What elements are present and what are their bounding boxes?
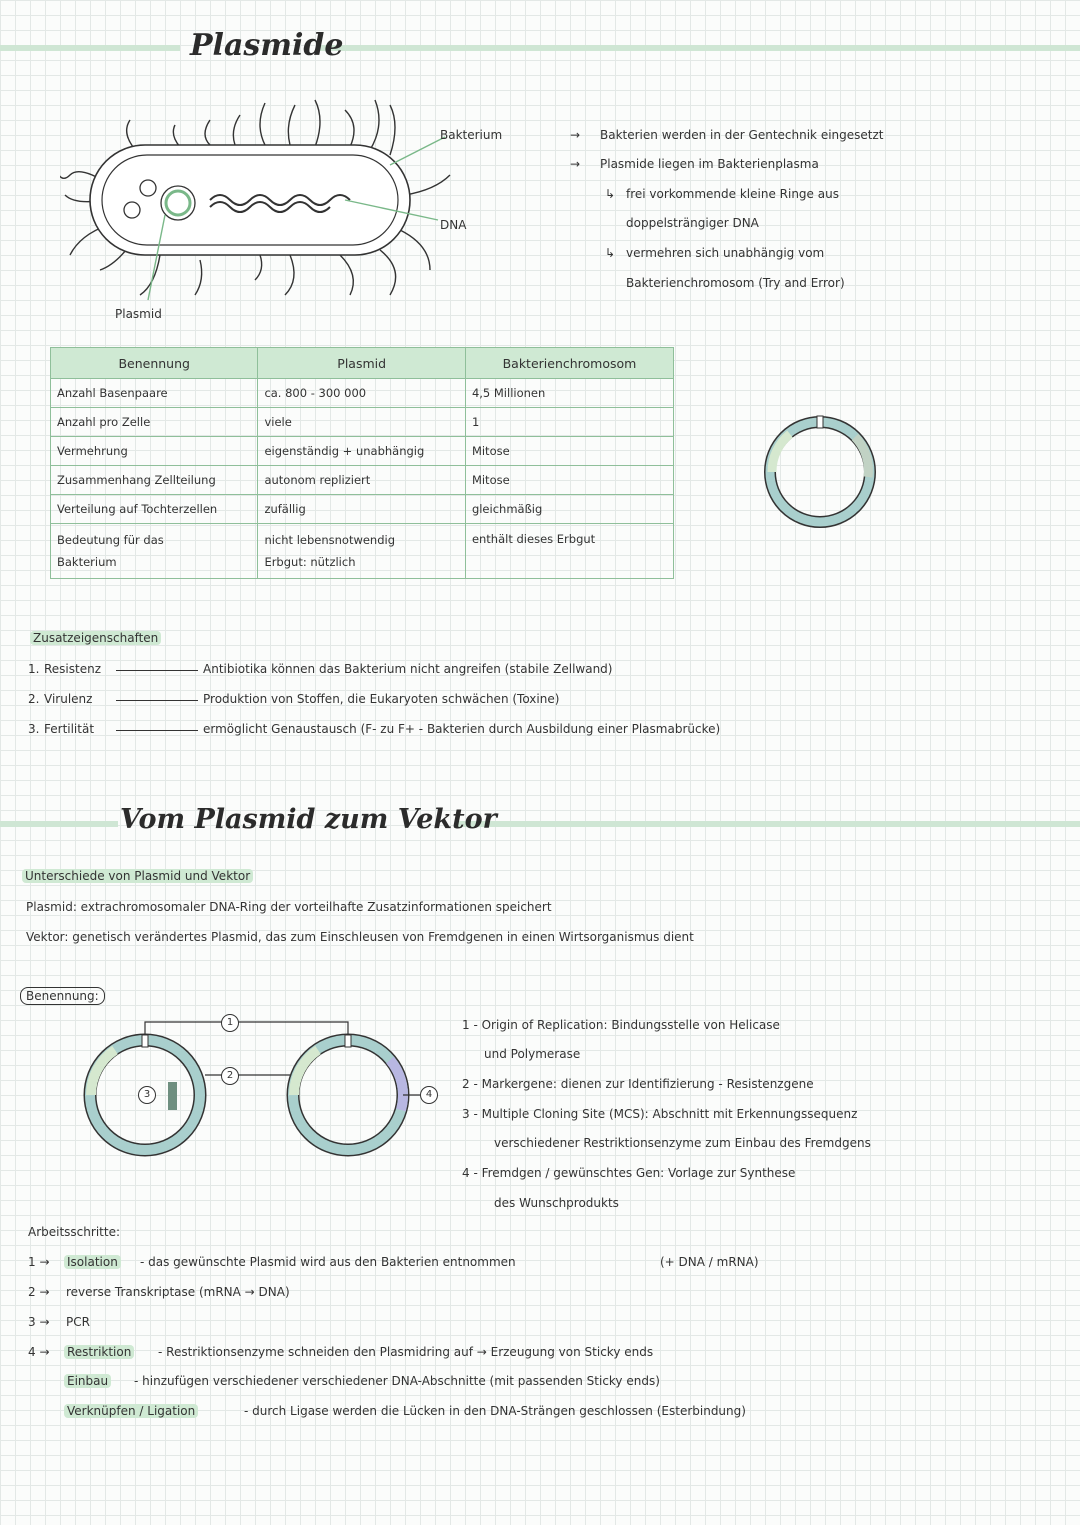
steps-title: Arbeitsschritte: xyxy=(28,1225,120,1239)
section-title-vektor: Vom Plasmid zum Vektor xyxy=(120,804,497,835)
table-row xyxy=(51,524,674,579)
table-cell-line: Bakterium xyxy=(57,555,117,569)
legend-line: verschiedener Restriktionsenzyme zum Einbau des Fremdgens xyxy=(494,1136,871,1150)
extras-line xyxy=(116,730,198,731)
step-text: - hinzufügen verschiedener verschiedener DNA-Abschnitte (mit passenden Sticky ends) xyxy=(134,1374,660,1388)
bacterium-drawing xyxy=(60,95,480,325)
table-cell-line: enthält dieses Erbgut xyxy=(471,532,596,546)
legend-line: 1 - Origin of Replication: Bindungsstelle von Helicase xyxy=(462,1018,780,1032)
callout-number: 3 xyxy=(138,1086,156,1104)
table-cell: 1 xyxy=(465,408,673,437)
step-num: 3 → xyxy=(28,1315,50,1329)
table-cell-line: nicht lebensnotwendig xyxy=(264,533,396,547)
step-num: 4 → xyxy=(28,1345,50,1359)
legend-line: 3 - Multiple Cloning Site (MCS): Abschnitt mit Erkennungssequenz xyxy=(462,1107,858,1121)
step-term-text: Einbau xyxy=(64,1374,111,1388)
table-cell: Mitose xyxy=(465,466,673,495)
step-text: - Restriktionsenzyme schneiden den Plasmidring auf → Erzeugung von Sticky ends xyxy=(158,1345,654,1359)
extras-line xyxy=(116,670,198,671)
table-cell: Mitose xyxy=(465,437,673,466)
extras-text: Antibiotika können das Bakterium nicht angreifen (stabile Zellwand) xyxy=(203,662,613,676)
step-num: 1 → xyxy=(28,1255,50,1269)
step-term xyxy=(64,1374,111,1388)
comparison-table xyxy=(50,347,674,579)
legend-line: des Wunschprodukts xyxy=(494,1196,619,1210)
table-cell xyxy=(51,524,258,579)
table-row xyxy=(51,437,674,466)
table-cell-line: Bedeutung für das xyxy=(57,533,164,547)
table-header-cell: Benennung xyxy=(51,348,258,379)
vektor-definition: Vektor: genetisch verändertes Plasmid, das zum Einschleusen von Fremdgenen in einen Wirtsorganismus dient xyxy=(26,930,694,944)
table-cell: Anzahl Basenpaare xyxy=(51,379,258,408)
step-text: - durch Ligase werden die Lücken in den DNA-Strängen geschlossen (Esterbindung) xyxy=(244,1404,746,1418)
step-text: - das gewünschte Plasmid wird aus den Bakterien entnommen xyxy=(140,1255,516,1269)
step-num: 2 → xyxy=(28,1285,50,1299)
table-cell-line: Erbgut: nützlich xyxy=(264,555,356,569)
section-title-plasmide: Plasmide xyxy=(190,28,344,63)
table-cell xyxy=(258,524,466,579)
header-bar-right xyxy=(318,45,1080,51)
plasmid-ring-drawing xyxy=(760,412,880,532)
table-cell: gleichmäßig xyxy=(465,495,673,524)
note-5: vermehren sich unabhängig vom xyxy=(626,246,825,260)
extras-term: Fertilität xyxy=(44,722,95,736)
note-arrow-5: ↳ xyxy=(605,246,616,260)
label-plasmid: Plasmid xyxy=(115,307,162,321)
extras-num: 2. xyxy=(28,692,40,706)
extras-line xyxy=(116,700,198,701)
table-cell: viele xyxy=(258,408,466,437)
extras-num: 1. xyxy=(28,662,40,676)
step-term-text: Isolation xyxy=(64,1255,121,1269)
legend-line: 4 - Fremdgen / gewünschtes Gen: Vorlage zur Synthese xyxy=(462,1166,796,1180)
table-cell: autonom repliziert xyxy=(258,466,466,495)
callout-number: 4 xyxy=(420,1086,438,1104)
note-arrow-2: → xyxy=(570,157,581,171)
plasmid-vector-diagram xyxy=(55,1010,445,1160)
label-bakterium: Bakterium xyxy=(440,128,503,142)
benennung-label: Benennung: xyxy=(20,987,105,1005)
callout-number: 1 xyxy=(221,1014,239,1032)
extras-title xyxy=(30,631,161,645)
plasmid-definition: Plasmid: extrachromosomaler DNA-Ring der vorteilhafte Zusatzinformationen speichert xyxy=(26,900,552,914)
note-6: Bakterienchromosom (Try and Error) xyxy=(626,276,845,290)
extras-text: Produktion von Stoffen, die Eukaryoten schwächen (Toxine) xyxy=(203,692,560,706)
table-row xyxy=(51,466,674,495)
table-cell: Zusammenhang Zellteilung xyxy=(51,466,258,495)
table-cell: eigenständig + unabhängig xyxy=(258,437,466,466)
step-extra: (+ DNA / mRNA) xyxy=(660,1255,759,1269)
table-cell: 4,5 Millionen xyxy=(465,379,673,408)
step-term: reverse Transkriptase (mRNA → DNA) xyxy=(66,1285,290,1299)
note-3: frei vorkommende kleine Ringe aus xyxy=(626,187,839,201)
table-cell: ca. 800 - 300 000 xyxy=(258,379,466,408)
table-row xyxy=(51,379,674,408)
note-2: Plasmide liegen im Bakterienplasma xyxy=(600,157,819,171)
table-header-row xyxy=(51,348,674,379)
legend-line: und Polymerase xyxy=(484,1047,581,1061)
note-arrow-1: → xyxy=(570,128,581,142)
table-cell xyxy=(465,524,673,579)
step-term xyxy=(64,1345,134,1359)
table-cell: Vermehrung xyxy=(51,437,258,466)
header-bar-left-2 xyxy=(0,821,118,827)
extras-num: 3. xyxy=(28,722,40,736)
header-bar-right-2 xyxy=(455,821,1080,827)
table-cell: Verteilung auf Tochterzellen xyxy=(51,495,258,524)
label-dna: DNA xyxy=(440,218,467,232)
table-row xyxy=(51,495,674,524)
diff-title-text: Unterschiede von Plasmid und Vektor xyxy=(22,869,253,883)
extras-text: ermöglicht Genaustausch (F- zu F+ - Bakterien durch Ausbildung einer Plasmabrücke) xyxy=(203,722,721,736)
legend-line: 2 - Markergene: dienen zur Identifizierung - Resistenzgene xyxy=(462,1077,814,1091)
extras-term: Resistenz xyxy=(44,662,102,676)
note-arrow-3: ↳ xyxy=(605,187,616,201)
step-term xyxy=(64,1255,121,1269)
diff-title xyxy=(22,869,253,883)
extras-term: Virulenz xyxy=(44,692,93,706)
table-cell: Anzahl pro Zelle xyxy=(51,408,258,437)
extras-title-text: Zusatzeigenschaften xyxy=(30,631,161,645)
table-row xyxy=(51,408,674,437)
step-term-text: Restriktion xyxy=(64,1345,134,1359)
table-header-cell: Plasmid xyxy=(258,348,466,379)
step-term: PCR xyxy=(66,1315,90,1329)
step-term-text: Verknüpfen / Ligation xyxy=(64,1404,198,1418)
step-term xyxy=(64,1404,198,1418)
note-4: doppelsträngiger DNA xyxy=(626,216,759,230)
table-header-cell: Bakterienchromosom xyxy=(465,348,673,379)
note-1: Bakterien werden in der Gentechnik eingesetzt xyxy=(600,128,884,142)
callout-number: 2 xyxy=(221,1067,239,1085)
header-bar-left xyxy=(0,45,180,51)
table-cell: zufällig xyxy=(258,495,466,524)
